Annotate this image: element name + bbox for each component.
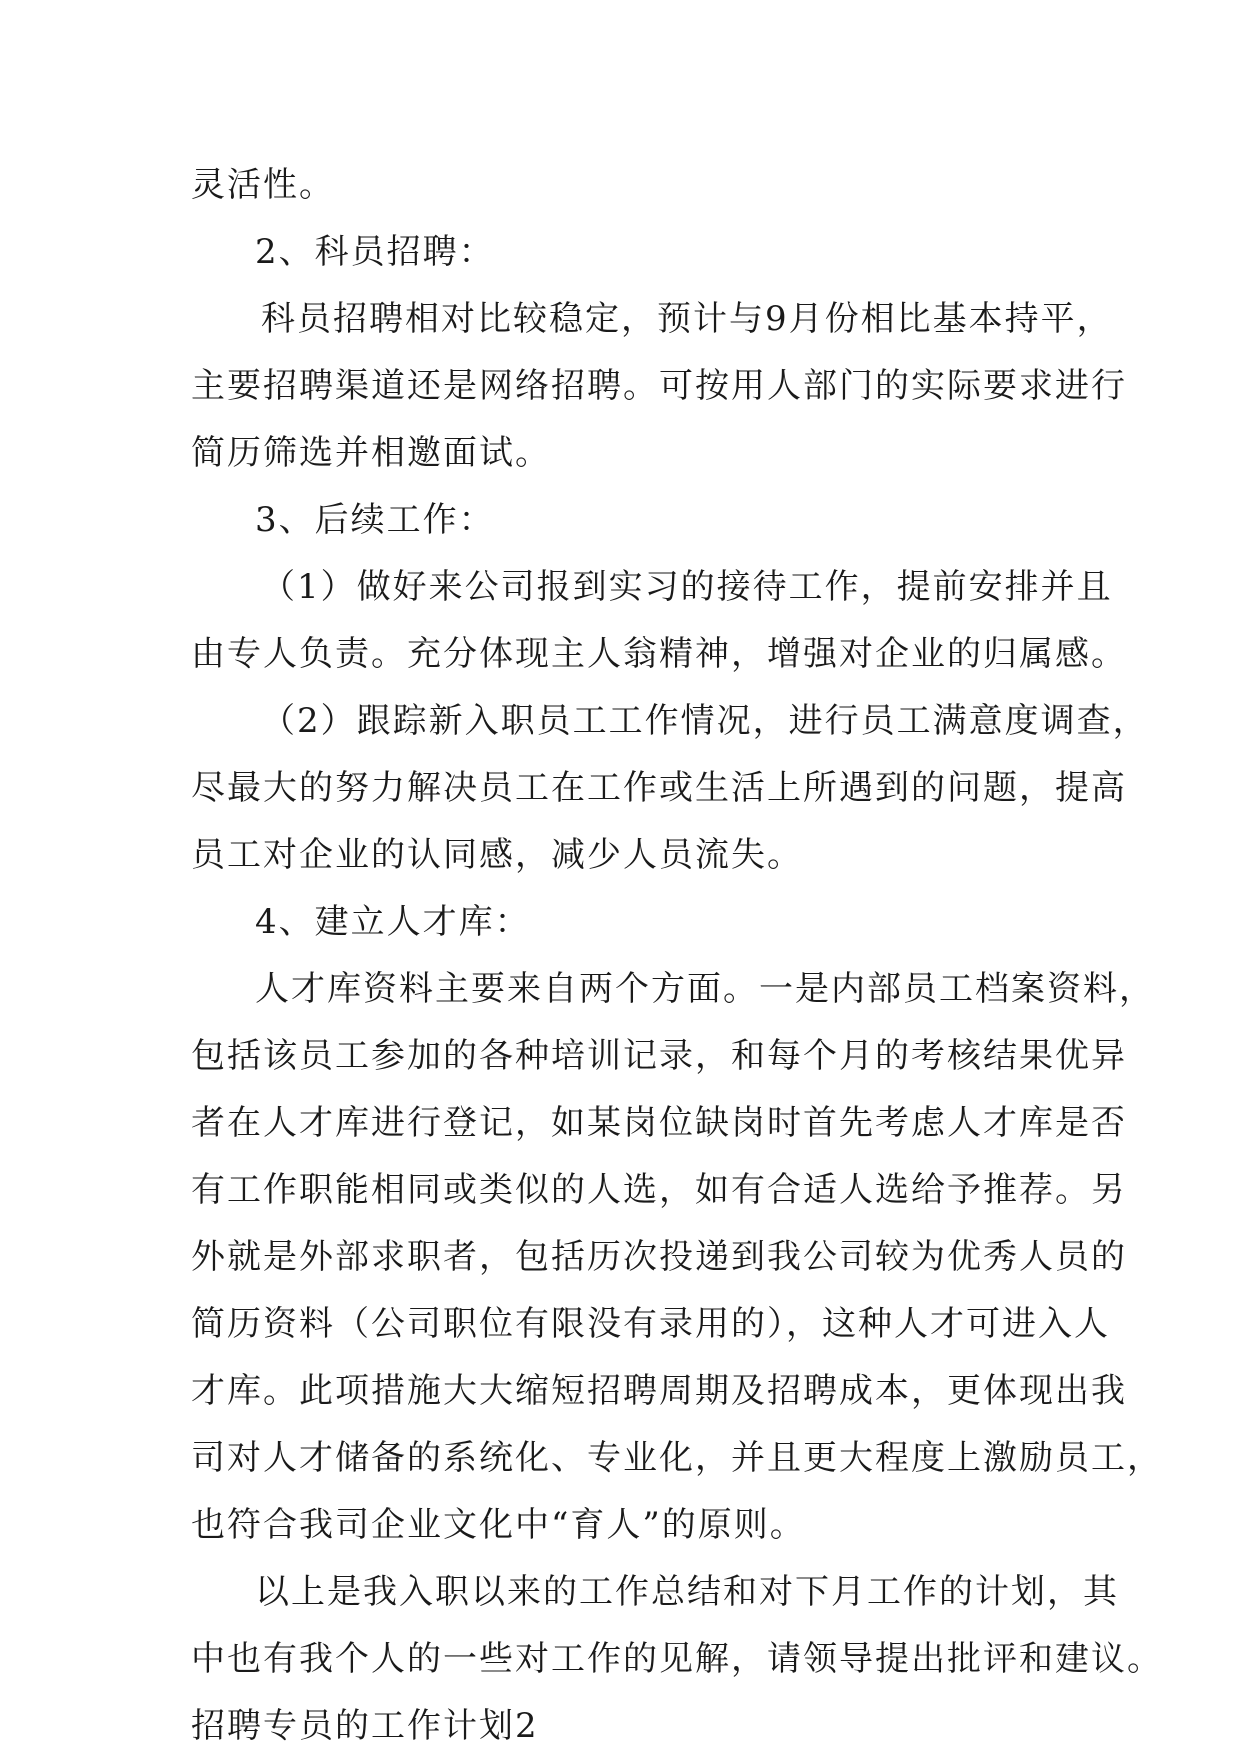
paragraph-line: 科员招聘相对比较稳定，预计与9月份相比基本持平， [261, 299, 1113, 339]
section-heading-follow-up: 3、后续工作： [255, 500, 495, 540]
paragraph-line: 外就是外部求职者，包括历次投递到我公司较为优秀人员的 [191, 1237, 1127, 1277]
paragraph-line: 人才库资料主要来自两个方面。一是内部员工档案资料， [255, 969, 1155, 1009]
document-next-title: 招聘专员的工作计划2 [191, 1706, 539, 1746]
paragraph-line: 员工对企业的认同感，减少人员流失。 [191, 835, 803, 875]
paragraph-line: 才库。此项措施大大缩短招聘周期及招聘成本，更体现出我 [191, 1371, 1127, 1411]
paragraph-line: （2）跟踪新入职员工工作情况，进行员工满意度调查， [261, 701, 1149, 741]
section-heading-talent-pool: 4、建立人才库： [255, 902, 531, 942]
paragraph-line: 灵活性。 [191, 165, 335, 205]
paragraph-line: 以上是我入职以来的工作总结和对下月工作的计划，其 [255, 1572, 1119, 1612]
paragraph-line: 包括该员工参加的各种培训记录，和每个月的考核结果优异 [191, 1036, 1127, 1076]
section-heading-clerk-recruitment: 2、科员招聘： [255, 232, 495, 272]
paragraph-line: 也符合我司企业文化中“育人”的原则。 [191, 1505, 806, 1545]
paragraph-line: 简历筛选并相邀面试。 [191, 433, 551, 473]
paragraph-line: 司对人才储备的系统化、专业化，并且更大程度上激励员工， [191, 1438, 1163, 1478]
paragraph-line: 有工作职能相同或类似的人选，如有合适人选给予推荐。另 [191, 1170, 1127, 1210]
paragraph-line: （1）做好来公司报到实习的接待工作，提前安排并且 [261, 567, 1113, 607]
paragraph-line: 由专人负责。充分体现主人翁精神，增强对企业的归属感。 [191, 634, 1127, 674]
paragraph-line: 主要招聘渠道还是网络招聘。可按用人部门的实际要求进行 [191, 366, 1127, 406]
document-body [191, 152, 1163, 1760]
paragraph-line: 尽最大的努力解决员工在工作或生活上所遇到的问题，提高 [191, 768, 1127, 808]
paragraph-line: 简历资料（公司职位有限没有录用的），这种人才可进入人 [191, 1304, 1110, 1344]
paragraph-line: 中也有我个人的一些对工作的见解，请领导提出批评和建议。 [191, 1639, 1163, 1679]
paragraph-line: 者在人才库进行登记，如某岗位缺岗时首先考虑人才库是否 [191, 1103, 1127, 1143]
